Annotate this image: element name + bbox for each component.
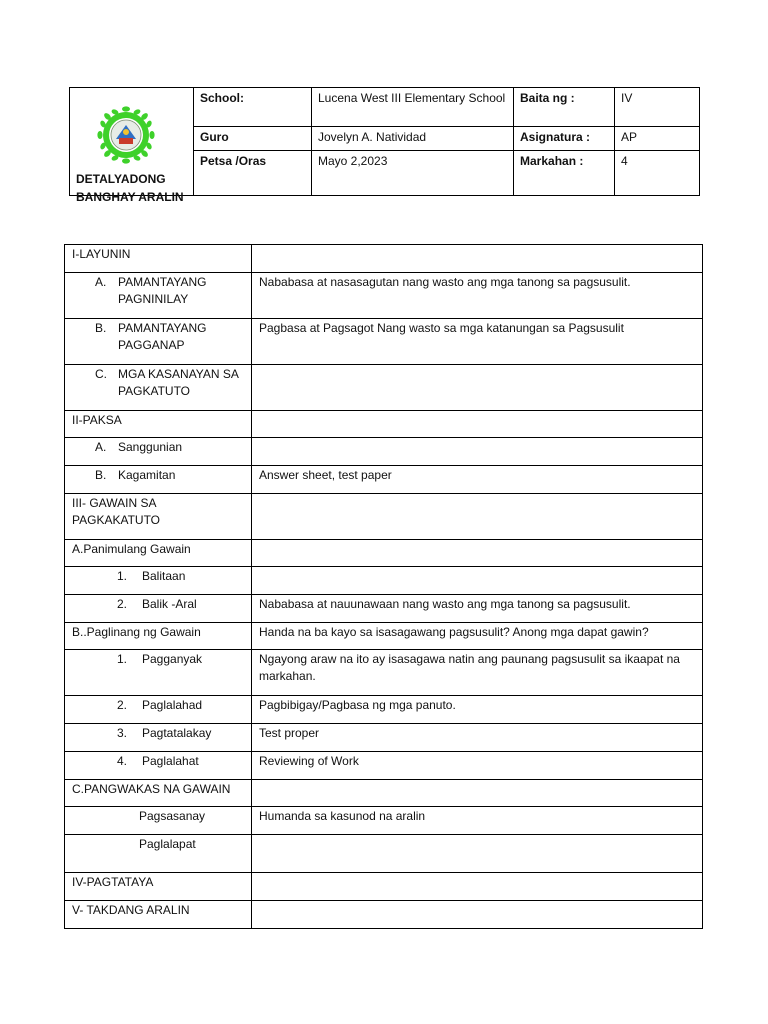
row-marker: C. <box>95 367 107 381</box>
table-row <box>65 438 703 466</box>
row-content <box>252 567 703 595</box>
table-row <box>65 901 703 929</box>
table-row <box>65 540 703 567</box>
row-content: Reviewing of Work <box>252 752 703 780</box>
subject-label: Asignatura : <box>514 127 615 151</box>
row-label: V- TAKDANG ARALIN <box>65 901 252 929</box>
quarter-label: Markahan : <box>514 151 615 196</box>
row-content: Handa na ba kayo sa isasagawang pagsusulit? Anong mga dapat gawin? <box>252 623 703 650</box>
row-label: Balik -Aral <box>142 597 197 611</box>
table-row <box>65 873 703 901</box>
row-marker: A. <box>95 275 107 289</box>
row-label: B..Paglinang ng Gawain <box>65 623 252 650</box>
table-row <box>65 696 703 724</box>
row-label: IV-PAGTATAYA <box>65 873 252 901</box>
row-content <box>252 873 703 901</box>
table-row <box>65 567 703 595</box>
table-row <box>65 752 703 780</box>
teacher-value: Jovelyn A. Natividad <box>312 127 514 151</box>
row-label: Paglalahad <box>142 698 203 712</box>
school-label: School: <box>194 88 312 127</box>
row-marker: 1. <box>117 652 128 666</box>
table-row <box>65 245 703 273</box>
quarter-value: 4 <box>615 151 700 196</box>
row-marker: 3. <box>117 726 128 740</box>
table-row <box>65 595 703 623</box>
grade-label: Baita ng : <box>514 88 615 127</box>
row-marker: 1. <box>117 569 128 583</box>
row-content: Nababasa at nasasagutan nang wasto ang mga tanong sa pagsusulit. <box>252 273 703 319</box>
lesson-plan-table <box>64 244 703 929</box>
row-label: III- GAWAIN SA PAGKAKATUTO <box>65 494 252 540</box>
row-content: Answer sheet, test paper <box>252 466 703 494</box>
grade-value: IV <box>615 88 700 127</box>
row-label: II-PAKSA <box>65 411 252 438</box>
logo-cell <box>70 88 194 204</box>
row-marker: 2. <box>117 698 128 712</box>
row-content <box>252 245 703 273</box>
table-row <box>65 411 703 438</box>
table-row <box>65 623 703 650</box>
row-label: Kagamitan <box>118 468 176 482</box>
school-value: Lucena West III Elementary School <box>312 88 514 127</box>
row-label: Pagsasanay <box>139 809 206 823</box>
table-row <box>65 365 703 411</box>
row-marker: B. <box>95 321 107 335</box>
table-row <box>65 807 703 835</box>
row-label: Balitaan <box>142 569 186 583</box>
title-line-1: DETALYADONG <box>76 172 166 186</box>
table-row <box>65 273 703 319</box>
row-content: Nababasa at nauunawaan nang wasto ang mga tanong sa pagsusulit. <box>252 595 703 623</box>
row-content: Pagbasa at Pagsagot Nang wasto sa mga katanungan sa Pagsusulit <box>252 319 703 365</box>
header-table <box>69 87 700 204</box>
row-content <box>252 540 703 567</box>
row-label: Paglalahat <box>142 754 199 768</box>
row-label: Paglalapat <box>139 837 196 851</box>
row-marker: B. <box>95 468 107 482</box>
row-content <box>252 438 703 466</box>
row-content <box>252 901 703 929</box>
table-row <box>65 494 703 540</box>
row-content: Test proper <box>252 724 703 752</box>
row-label: A.Panimulang Gawain <box>65 540 252 567</box>
table-row <box>65 835 703 873</box>
row-content: Humanda sa kasunod na aralin <box>252 807 703 835</box>
row-label: PAMANTAYANG PAGNINILAY <box>118 275 207 306</box>
school-seal-icon <box>95 104 157 166</box>
row-content <box>252 411 703 438</box>
row-content <box>252 365 703 411</box>
date-value: Mayo 2,2023 <box>312 151 514 196</box>
row-label: PAMANTAYANG PAGGANAP <box>118 321 207 352</box>
row-label: C.PANGWAKAS NA GAWAIN <box>65 780 252 807</box>
date-label: Petsa /Oras <box>194 151 312 196</box>
row-content <box>252 494 703 540</box>
table-row <box>65 650 703 696</box>
row-label: Pagtatalakay <box>142 726 212 740</box>
title-line-2: BANGHAY ARALIN <box>76 190 184 204</box>
row-label: I-LAYUNIN <box>65 245 252 273</box>
table-row <box>65 724 703 752</box>
table-row <box>65 466 703 494</box>
row-marker: 4. <box>117 754 128 768</box>
row-content: Ngayong araw na ito ay isasagawa natin ang paunang pagsusulit sa ikaapat na markahan. <box>252 650 703 696</box>
row-label: Sanggunian <box>118 440 183 454</box>
row-marker: A. <box>95 440 107 454</box>
teacher-label: Guro <box>194 127 312 151</box>
row-content: Pagbibigay/Pagbasa ng mga panuto. <box>252 696 703 724</box>
row-label: Pagganyak <box>142 652 203 666</box>
row-marker: 2. <box>117 597 128 611</box>
row-content <box>252 780 703 807</box>
table-row <box>65 780 703 807</box>
subject-value: AP <box>615 127 700 151</box>
row-label: MGA KASANAYAN SA PAGKATUTO <box>118 367 239 398</box>
row-content <box>252 835 703 873</box>
table-row <box>65 319 703 365</box>
